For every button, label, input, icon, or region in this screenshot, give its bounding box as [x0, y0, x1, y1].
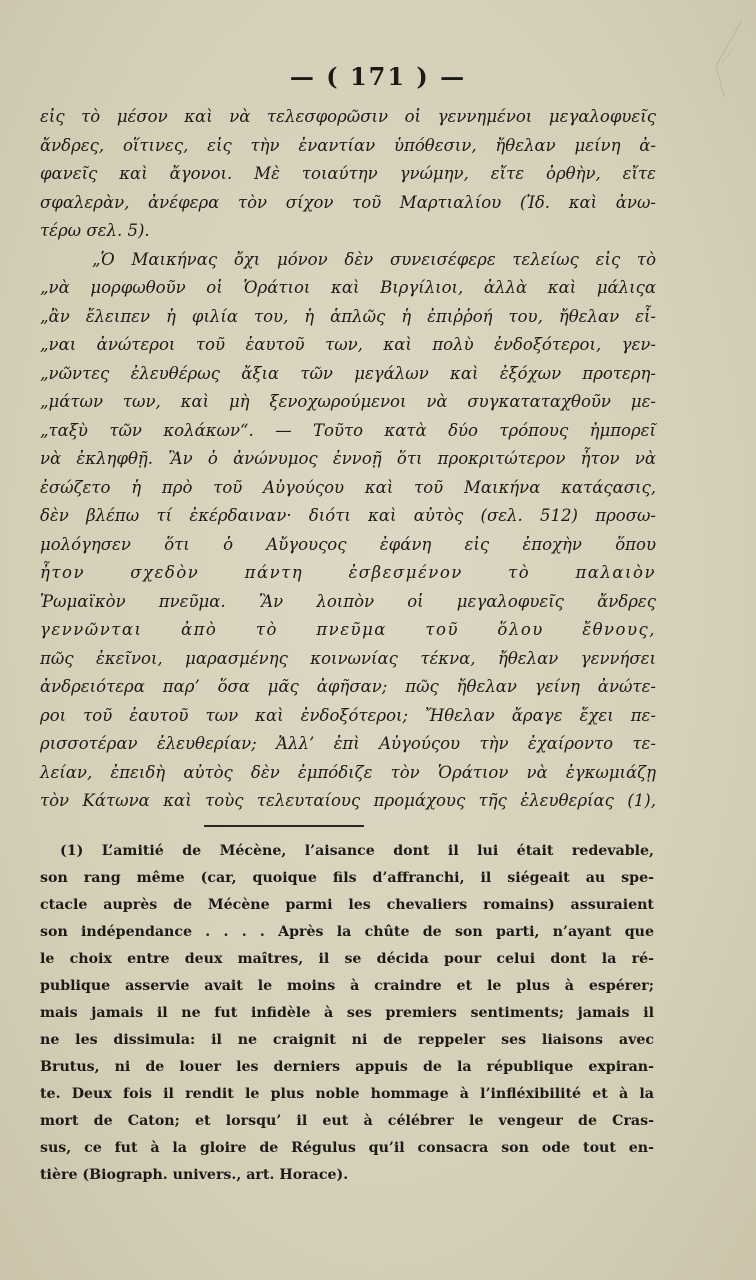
- footnote-line: sus, ce fut à la gloire de Régulus qu’il consacra son ode tout en-: [40, 1140, 654, 1156]
- text-line: πῶς ἐκεῖνοι, μαρασμένης κοινωνίας τέκνα, ἤθελαν γεννήσει: [40, 648, 656, 668]
- text-line: ροι τοῦ ἑαυτοῦ των καὶ ἐνδοξότεροι; Ἤθελαν ἄραγε ἔχει πε-: [40, 705, 656, 725]
- text-line: „μάτων των, καὶ μὴ ξενοχωρούμενοι νὰ συγκαταταχθοῦν με-: [40, 392, 656, 411]
- footnote: [40, 838, 654, 1189]
- text-line: δὲν βλέπω τί ἐκέρδαιναν· διότι καὶ αὐτὸς (σελ. 512) προσω-: [40, 506, 656, 525]
- footnote-line: publique asservie avait le moins à craindre et le plus à espérer;: [40, 978, 654, 994]
- footnote-line: tière (Biograph. univers., art. Horace).: [40, 1167, 349, 1183]
- footnote-line: (1) L’amitié de Mécène, l’aisance dont il lui était redevable,: [60, 843, 654, 859]
- footnote-line: te. Deux fois il rendit le plus noble hommage à l’infléxibilité et à la: [40, 1086, 654, 1102]
- text-line: „Ὁ Μαικήνας ὄχι μόνον δὲν συνεισέφερε τελείως εἰς τὸ: [92, 249, 656, 269]
- footnote-line: son rang même (car, quoique fils d’affranchi, il siégeait au spe-: [40, 870, 654, 886]
- text-line: γεννῶνται ἀπὸ τὸ πνεῦμα τοῦ ὅλου ἔθνους,: [40, 620, 656, 639]
- text-line: „νὰ μορφωθοῦν οἱ Ὁράτιοι καὶ Βιργίλιοι, ἀλλὰ καὶ μάλιςα: [40, 278, 656, 297]
- footnote-line: le choix entre deux maîtres, il se décida pour celui dont la ré-: [40, 951, 654, 967]
- text-line: σφαλερὰν, ἀνέφερα τὸν σίχον τοῦ Μαρτιαλίου (Ἰδ. καὶ ἀνω-: [40, 192, 656, 212]
- text-line: τέρω σελ. 5).: [40, 221, 150, 240]
- text-line: ρισσοτέραν ἐλευθερίαν; Ἀλλ’ ἐπὶ Αὐγούςου τὴν ἐχαίροντο τε-: [40, 734, 656, 753]
- text-line: ἐσώζετο ἡ πρὸ τοῦ Αὐγούςου καὶ τοῦ Μαικήνα κατάςασις,: [40, 477, 656, 497]
- footnote-line: Brutus, ni de louer les derniers appuis de la république expiran-: [40, 1059, 654, 1075]
- main-text: [40, 103, 656, 816]
- text-line: ἄνδρες, οἵτινες, εἰς τὴν ἐναντίαν ὑπόθεσιν, ἤθελαν μείνη ἀ-: [40, 135, 656, 155]
- text-line: φανεῖς καὶ ἄγονοι. Μὲ τοιαύτην γνώμην, εἴτε ὀρθὴν, εἴτε: [40, 164, 656, 183]
- text-line: Ῥωμαϊκὸν πνεῦμα. Ἂν λοιπὸν οἱ μεγαλοφυεῖς ἄνδρες: [40, 591, 656, 611]
- text-line: μολόγησεν ὅτι ὁ Αὔγουςος ἐφάνη εἰς ἐποχὴν ὅπου: [40, 534, 656, 554]
- text-line: νὰ ἐκληφθῇ. Ἂν ὁ ἀνώνυμος ἐννοῇ ὅτι προκριτώτερον ἦτον νὰ: [40, 449, 656, 468]
- text-line: εἰς τὸ μέσον καὶ νὰ τελεσφορῶσιν οἱ γεννημένοι μεγαλοφυεῖς: [40, 107, 656, 126]
- footnote-line: mais jamais il ne fut infidèle à ses premiers sentiments; jamais il: [40, 1005, 654, 1021]
- text-line: „ναι ἀνώτεροι τοῦ ἑαυτοῦ των, καὶ πολὺ ἐνδοξότεροι, γεν-: [40, 335, 656, 354]
- page-number: — ( 171 ) —: [289, 62, 467, 91]
- text-line: τὸν Κάτωνα καὶ τοὺς τελευταίους προμάχους τῆς ἐλευθερίας (1),: [40, 791, 656, 810]
- text-line: ἀνδρειότερα παρ’ ὅσα μᾶς ἀφῆσαν; πῶς ἤθελαν γείνη ἀνώτε-: [40, 677, 656, 696]
- text-line: „ταξὺ τῶν κολάκων“. — Τοῦτο κατὰ δύο τρόπους ἠμπορεῖ: [40, 420, 656, 440]
- footnote-line: ne les dissimula: il ne craignit ni de reppeler ses liaisons avec: [40, 1032, 654, 1048]
- text-line: ἦτον σχεδὸν πάντη ἐσβεσμένον τὸ παλαιὸν: [40, 563, 656, 582]
- footnote-line: mort de Caton; et lorsqu’ il eut à célébrer le vengeur de Cras-: [40, 1113, 654, 1129]
- footnote-divider: [204, 825, 364, 827]
- footnote-line: son indépendance . . . . Après la chûte de son parti, n’ayant que: [40, 924, 654, 940]
- footnote-line: ctacle auprès de Mécène parmi les chevaliers romains) assuraient: [40, 897, 654, 913]
- text-line: λείαν, ἐπειδὴ αὐτὸς δὲν ἐμπόδιζε τὸν Ὁράτιον νὰ ἐγκωμιάζῃ: [40, 762, 656, 782]
- text-line: „ἂν ἔλειπεν ἡ φιλία του, ἡ ἁπλῶς ἡ ἐπιῤῥοή του, ἤθελαν εἶ-: [40, 306, 656, 326]
- text-line: „νῶντες ἐλευθέρως ἄξια τῶν μεγάλων καὶ ἐξόχων προτερη-: [40, 363, 656, 383]
